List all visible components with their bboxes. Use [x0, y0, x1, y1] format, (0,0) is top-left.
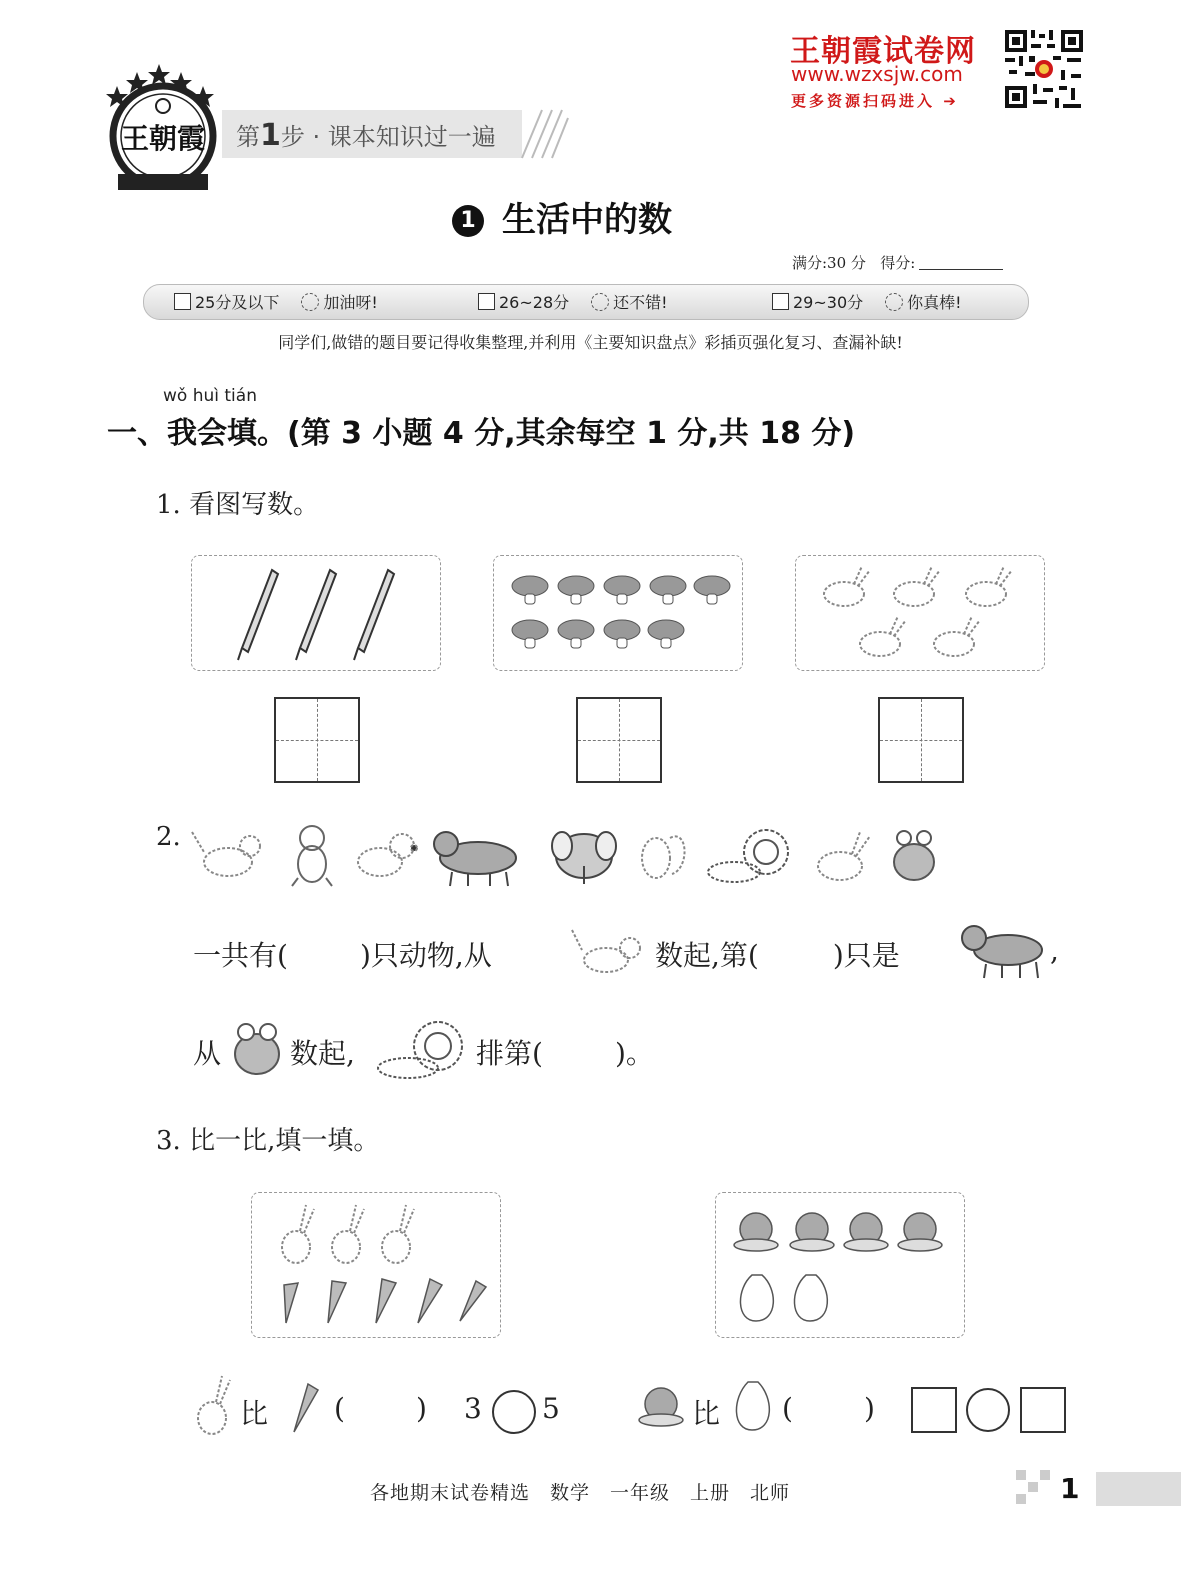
section-pinyin: wǒ huì tián [163, 386, 257, 406]
frog-icon [894, 831, 934, 880]
lion-icon [708, 830, 788, 882]
q3-compare-word-2: 比 [692, 1397, 721, 1430]
q3-paren-right-1: ) [416, 1392, 427, 1425]
lion-icon [372, 1018, 468, 1082]
rabbit-icons [796, 556, 1044, 670]
brand-url[interactable]: www.wzxsjw.com [791, 62, 963, 86]
rabbit-icon [190, 1374, 238, 1436]
score-line [792, 252, 1003, 273]
grade-option-2[interactable]: 26~28分 还不错! [478, 290, 668, 313]
score-blank[interactable] [919, 255, 1003, 270]
wangzhaoxia-logo [104, 66, 222, 194]
answer-box-mushrooms[interactable] [576, 697, 662, 783]
checkbox[interactable] [478, 293, 495, 310]
q2-line-2c: 排第( )。 [476, 1037, 654, 1070]
q2-line-2b: 数起, [290, 1037, 355, 1070]
q2-line-1b: 数起,第( )只是 [655, 939, 900, 972]
page-number-bar [1096, 1472, 1181, 1506]
smile-face-icon [885, 293, 903, 311]
cat-icon [192, 832, 260, 876]
q3-paren-left-2: ( [782, 1392, 793, 1425]
elephant-icon [552, 832, 616, 884]
q3-paren-right-2: ) [864, 1392, 875, 1425]
q3-compare-word-1: 比 [240, 1397, 269, 1430]
q2-label: 2. [156, 822, 181, 852]
q3-number-5: 5 [542, 1392, 560, 1425]
compare-circle-2[interactable] [966, 1388, 1010, 1432]
q2-line-1: 一共有( )只动物,从 [193, 939, 492, 972]
answer-box-pens[interactable] [274, 697, 360, 783]
compare-circle-1[interactable] [492, 1390, 536, 1434]
q1-rabbits-panel [795, 555, 1045, 671]
cat-icon [568, 926, 646, 980]
lesson-title: 1 生活中的数 [452, 192, 672, 241]
q1-mushrooms-panel [493, 555, 743, 671]
answer-square-left[interactable] [911, 1387, 957, 1433]
q1-pens-panel [191, 555, 441, 671]
q3-peach-pear-panel [715, 1192, 965, 1338]
q2-comma: , [1050, 934, 1059, 967]
brand-scan-text: 更多资源扫码进入 ➔ [791, 92, 959, 110]
page-corner-pattern [1016, 1470, 1060, 1504]
carrot-icon [286, 1380, 322, 1436]
mushroom-icons [494, 556, 742, 670]
smile-face-icon [301, 293, 319, 311]
q2-line-2a: 从 [193, 1037, 222, 1070]
pen-icons [192, 556, 440, 670]
tiger-icon [434, 832, 516, 886]
grade-option-1[interactable]: 25分及以下 加油呀! [174, 290, 378, 313]
peach-icon [634, 1382, 688, 1430]
rabbit-carrot-icons [252, 1193, 500, 1337]
checkbox[interactable] [174, 293, 191, 310]
q3-blank-2[interactable] [804, 1392, 862, 1426]
footer-text: 各地期末试卷精选 数学 一年级 上册 北师 [370, 1482, 791, 1504]
dog-icon [358, 834, 417, 876]
page-number: 1 [1060, 1472, 1080, 1505]
q3-paren-left-1: ( [334, 1392, 345, 1425]
lesson-number-badge: 1 [452, 205, 484, 237]
frog-icon [230, 1020, 284, 1078]
notice-text: 同学们,做错的题目要记得收集整理,并利用《主要知识盘点》彩插页强化复习、查漏补缺! [278, 333, 903, 352]
step-label: 第1步 · 课本知识过一遍 [236, 118, 496, 153]
answer-box-rabbits[interactable] [878, 697, 964, 783]
smile-face-icon [591, 293, 609, 311]
logo-text: 王朝霞 [120, 122, 206, 155]
peach-pear-icons [716, 1193, 964, 1337]
brand-title: 王朝霞试卷网 [790, 34, 976, 69]
answer-square-right[interactable] [1020, 1387, 1066, 1433]
step-number: 1 [260, 118, 281, 153]
qr-code-icon[interactable] [1003, 28, 1085, 110]
tiger-icon [958, 920, 1048, 980]
q3-number-3: 3 [464, 1392, 482, 1425]
full-score: 满分:30 分 [792, 254, 866, 272]
animal-row [188, 818, 948, 890]
pear-icon [730, 1376, 776, 1436]
monkey-icon [292, 826, 332, 886]
checkbox[interactable] [772, 293, 789, 310]
squirrel-icon [642, 836, 685, 878]
q3-label: 3. 比一比,填一填。 [156, 1126, 380, 1156]
q3-blank-1[interactable] [356, 1392, 414, 1426]
q1-label: 1. 看图写数。 [156, 490, 320, 520]
got-score-label: 得分: [880, 254, 916, 272]
grade-option-3[interactable]: 29~30分 你真棒! [772, 290, 962, 313]
q3-rabbit-carrot-panel [251, 1192, 501, 1338]
section-heading: 一、我会填。(第 3 小题 4 分,其余每空 1 分,共 18 分) [107, 416, 856, 451]
rabbit-icon [818, 832, 870, 880]
